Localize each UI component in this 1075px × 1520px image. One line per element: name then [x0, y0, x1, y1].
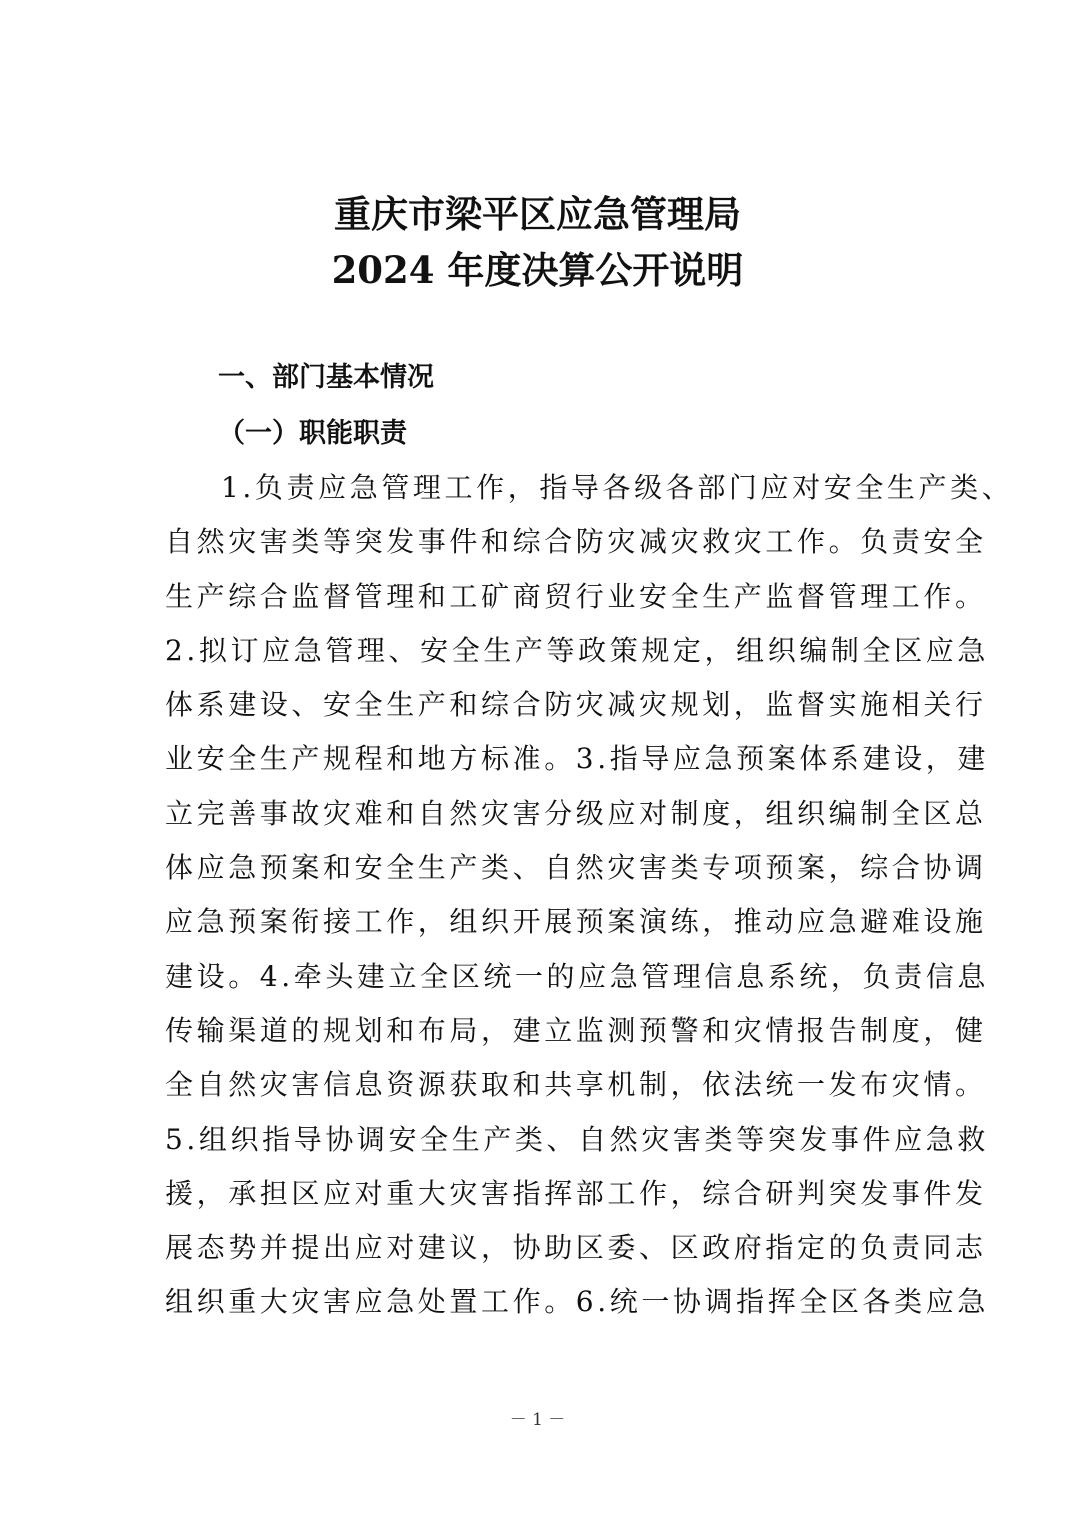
body-line: 5.组织指导协调安全生产类、自然灾害类等突发事件应急救: [165, 1122, 989, 1156]
body-line: 2.拟订应急管理、安全生产等政策规定，组织编制全区应急: [165, 633, 989, 667]
body-line: 体系建设、安全生产和综合防灾减灾规划，监督实施相关行: [165, 688, 987, 722]
body-line: 组织重大灾害应急处置工作。6.统一协调指挥全区各类应急: [165, 1285, 989, 1319]
body-line: 自然灾害类等突发事件和综合防灾减灾救灾工作。负责安全: [165, 525, 987, 559]
body-line: 援，承担区应对重大灾害指挥部工作，综合研判突发事件发: [165, 1176, 987, 1210]
page-number: － 1 －: [509, 1410, 566, 1430]
document-title-line-2: 2024 年度决算公开说明: [331, 248, 744, 292]
body-line: 传输渠道的规划和布局，建立监测预警和灾情报告制度，健: [165, 1013, 987, 1047]
body-line: 展态势并提出应对建议，协助区委、区政府指定的负责同志: [165, 1231, 987, 1265]
body-line: 应急预案衔接工作，组织开展预案演练，推动应急避难设施: [165, 905, 987, 939]
body-line: 生产综合监督管理和工矿商贸行业安全生产监督管理工作。: [165, 579, 987, 613]
subsection-heading: （一）职能职责: [218, 418, 407, 449]
body-line: 1.负责应急管理工作，指导各级各部门应对安全生产类、: [221, 471, 1014, 504]
section-heading: 一、部门基本情况: [218, 362, 434, 393]
body-line: 建设。4.牵头建立全区统一的应急管理信息系统，负责信息: [165, 959, 989, 993]
body-line: 全自然灾害信息资源获取和共享机制，依法统一发布灾情。: [165, 1068, 987, 1102]
document-title-line-1: 重庆市梁平区应急管理局: [334, 192, 741, 236]
body-line: 体应急预案和安全生产类、自然灾害类专项预案，综合协调: [165, 851, 987, 885]
body-paragraph: [165, 461, 1014, 1330]
body-line: 立完善事故灾难和自然灾害分级应对制度，组织编制全区总: [165, 796, 987, 830]
body-line: 业安全生产规程和地方标准。3.指导应急预案体系建设，建: [165, 742, 989, 776]
